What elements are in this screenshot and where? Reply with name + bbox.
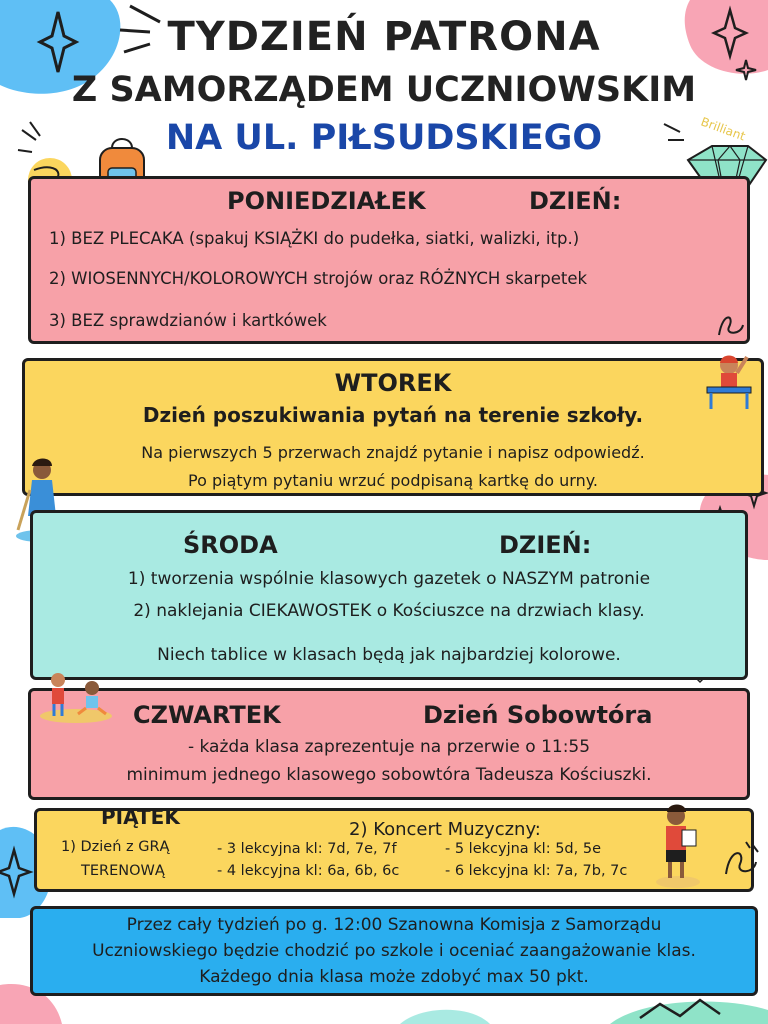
mint-blob-bottom-right <box>610 1002 768 1024</box>
tuesday-card <box>22 358 764 496</box>
children-playing-icon <box>36 668 116 726</box>
tuesday-line-1: Na pierwszych 5 przerwach znajdź pytanie i napisz odpowiedź. <box>141 443 645 462</box>
boy-reading-icon <box>652 800 704 890</box>
poster-title: TYDZIEŃ PATRONA <box>167 14 601 60</box>
swirl-icon <box>718 838 762 882</box>
monday-day-label: DZIEŃ: <box>529 187 622 215</box>
wednesday-item-1: 1) tworzenia wspólnie klasowych gazetek o NASZYM patronie <box>127 569 651 589</box>
friday-schedule-1: - 3 lekcyjna kl: 7d, 7e, 7f <box>217 841 397 857</box>
summary-line-2: Uczniowskiego będzie chodzić po szkole i oceniać zaangażowanie klas. <box>92 941 696 961</box>
wednesday-day-label: DZIEŃ: <box>499 531 592 559</box>
wednesday-title: ŚRODA <box>183 531 278 559</box>
thursday-line-2: minimum jednego klasowego sobowtóra Tadeusza Kościuszki. <box>126 765 652 785</box>
monday-title: PONIEDZIAŁEK <box>227 187 426 215</box>
monday-item-1: 1) BEZ PLECAKA (spakuj KSIĄŻKI do pudełka, siatki, walizki, itp.) <box>49 229 580 248</box>
poster-subtitle: Z SAMORZĄDEM UCZNIOWSKIM <box>71 70 697 110</box>
friday-game-line-1: 1) Dzień z GRĄ <box>61 839 170 855</box>
swirl-icon <box>713 305 749 341</box>
thursday-line-1: - każda klasa zaprezentuje na przerwie o 11:55 <box>187 737 591 757</box>
poster-location: NA UL. PIŁSUDSKIEGO <box>165 118 603 158</box>
friday-schedule-3: - 5 lekcyjna kl: 5d, 5e <box>445 841 602 857</box>
thursday-title: CZWARTEK <box>133 701 281 729</box>
mint-blob-bottom-center <box>400 1010 490 1024</box>
monday-item-3: 3) BEZ sprawdzianów i kartkówek <box>49 311 327 330</box>
friday-title: PIĄTEK <box>101 805 180 829</box>
monday-card <box>28 176 750 344</box>
friday-schedule-2: - 4 lekcyjna kl: 6a, 6b, 6c <box>217 863 400 879</box>
monday-item-2: 2) WIOSENNYCH/KOLOROWYCH strojów oraz RÓŻNYCH skarpetek <box>49 269 588 288</box>
friday-concert-title: 2) Koncert Muzyczny: <box>349 819 541 840</box>
summary-line-3: Każdego dnia klasa może zdobyć max 50 pkt. <box>199 967 589 987</box>
student-desk-icon <box>701 351 757 413</box>
summary-card <box>30 906 758 996</box>
wednesday-item-3: Niech tablice w klasach będą jak najbardziej kolorowe. <box>157 645 621 665</box>
sticker-text: Brilliant <box>698 114 748 144</box>
wednesday-card <box>30 510 748 680</box>
friday-card <box>34 805 754 892</box>
tuesday-title: WTOREK <box>334 369 452 397</box>
thursday-card <box>28 688 750 800</box>
tuesday-subtitle: Dzień poszukiwania pytań na terenie szkoły. <box>142 403 644 427</box>
thursday-day-label: Dzień Sobowtóra <box>423 701 653 729</box>
wednesday-item-2: 2) naklejania CIEKAWOSTEK o Kościuszce na drzwiach klasy. <box>133 601 645 621</box>
tuesday-line-2: Po piątym pytaniu wrzuć podpisaną kartkę do urny. <box>188 471 598 490</box>
summary-line-1: Przez cały tydzień po g. 12:00 Szanowna Komisja z Samorządu <box>126 915 662 935</box>
friday-game-line-2: TERENOWĄ <box>81 863 165 879</box>
friday-schedule-4: - 6 lekcyjna kl: 7a, 7b, 7c <box>445 863 628 879</box>
